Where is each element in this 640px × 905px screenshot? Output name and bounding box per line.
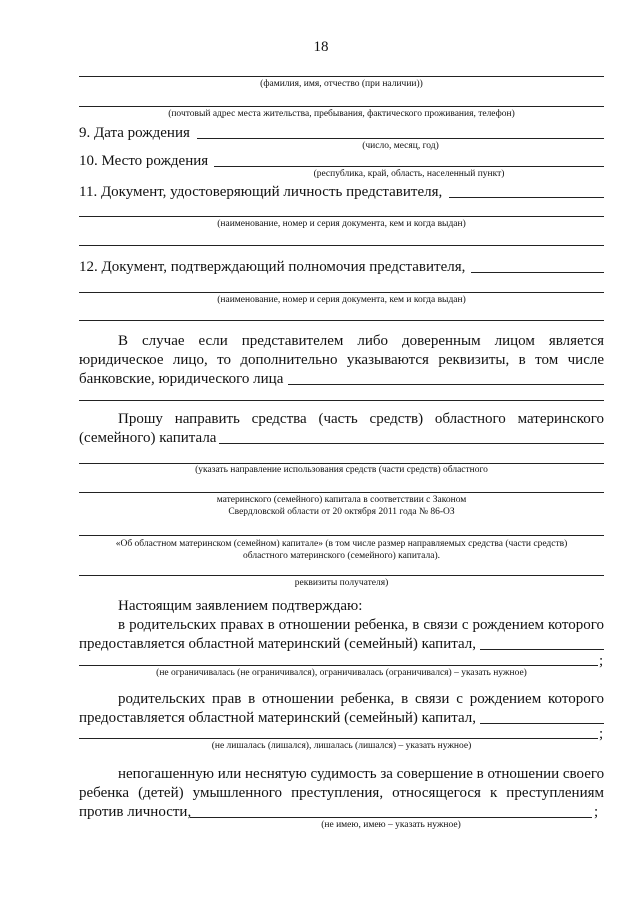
confirm-3-semicolon: ; [594,804,599,820]
authority-document-label: 12. Документ, подтверждающий полномочия представителя, [79,259,466,275]
confirm-3-text-line-3: против личности, [79,804,192,820]
id-document-label: 11. Документ, удостоверяющий личность представителя, [79,184,443,200]
authority-document-line-3[interactable] [79,320,604,321]
confirm-3-field[interactable] [190,817,592,818]
birth-date-field[interactable] [197,138,604,139]
confirm-2-text-line-1: родительских прав в отношении ребенка, в связи с рождением которого [118,691,604,707]
request-text-line-1: Прошу направить средства (часть средств) областного материнского [118,411,604,427]
direction-line[interactable] [79,463,604,464]
legal-entity-text-line-3: банковские, юридического лица [79,371,284,387]
recipient-hint: реквизиты получателя) [294,578,389,588]
confirm-3-text-line-2: ребенка (детей) умышленного преступления, относящегося к преступлениям [79,785,604,801]
law-hint-1: материнского (семейного) капитала в соответствии с Законом [216,495,467,505]
confirm-heading: Настоящим заявлением подтверждаю: [118,598,363,614]
confirm-3-hint: (не имею, имею – указать нужное) [321,820,461,830]
id-document-line-2[interactable] [79,216,604,217]
confirm-2-hint: (не лишалась (лишался), лишалась (лишался) – указать нужное) [211,741,472,751]
page-number: 18 [313,39,329,55]
legal-entity-field[interactable] [288,384,604,385]
law-line-2[interactable] [79,535,604,536]
law-line[interactable] [79,492,604,493]
full-name-line[interactable] [79,76,604,77]
recipient-line[interactable] [79,575,604,576]
law-hint-2: Свердловской области от 20 октября 2011 года № 86-ОЗ [228,507,455,517]
direction-hint: (указать направление использования средств (части средств) областного [195,465,488,475]
confirm-1-field[interactable] [480,649,604,650]
birth-date-label: 9. Дата рождения [79,125,190,141]
law-hint-4: областного материнского (семейного) капитала). [243,551,440,561]
birth-place-field[interactable] [214,166,604,167]
confirm-3-text-line-1: непогашенную или неснятую судимость за совершение в отношении своего [118,766,605,782]
id-document-hint: (наименование, номер и серия документа, кем и когда выдан) [217,219,466,229]
confirm-2-semicolon: ; [599,726,604,742]
confirm-2-text-line-2: предоставляется областной материнский (семейный) капитал, [79,710,477,726]
id-document-line-3[interactable] [79,245,604,246]
full-name-hint: (фамилия, имя, отчество (при наличии)) [260,79,423,89]
confirm-1-line-2[interactable] [79,665,598,666]
address-hint: (почтовый адрес места жительства, пребывания, фактического проживания, телефон) [168,109,515,119]
confirm-2-field[interactable] [480,723,604,724]
legal-entity-line-2[interactable] [79,400,604,401]
birth-place-label: 10. Место рождения [79,153,209,169]
legal-entity-text-line-2: юридическое лицо, то дополнительно указываются реквизиты, в том числе [79,352,604,368]
authority-document-field[interactable] [471,272,604,273]
law-hint-3: «Об областном материнском (семейном) капитале» (в том числе размер направляемых средства (части средств) [115,539,568,549]
birth-date-hint: (число, месяц, год) [362,141,439,151]
confirm-1-text-line-1: в родительских правах в отношении ребенка, в связи с рождением которого [118,617,604,633]
address-line[interactable] [79,106,604,107]
id-document-field[interactable] [449,197,604,198]
request-field[interactable] [219,443,604,444]
authority-document-hint: (наименование, номер и серия документа, кем и когда выдан) [217,295,466,305]
confirm-1-semicolon: ; [599,653,604,669]
legal-entity-text-line-1: В случае если представителем либо доверенным лицом является [118,333,604,349]
request-text-line-2: (семейного) капитала [79,430,217,446]
birth-place-hint: (республика, край, область, населенный пункт) [313,169,505,179]
confirm-1-text-line-2: предоставляется областной материнский (семейный) капитал, [79,636,477,652]
confirm-2-line-2[interactable] [79,738,598,739]
authority-document-line-2[interactable] [79,292,604,293]
confirm-1-hint: (не ограничивалась (не ограничивался), ограничивалась (ограничивался) – указать нужное) [156,668,527,678]
